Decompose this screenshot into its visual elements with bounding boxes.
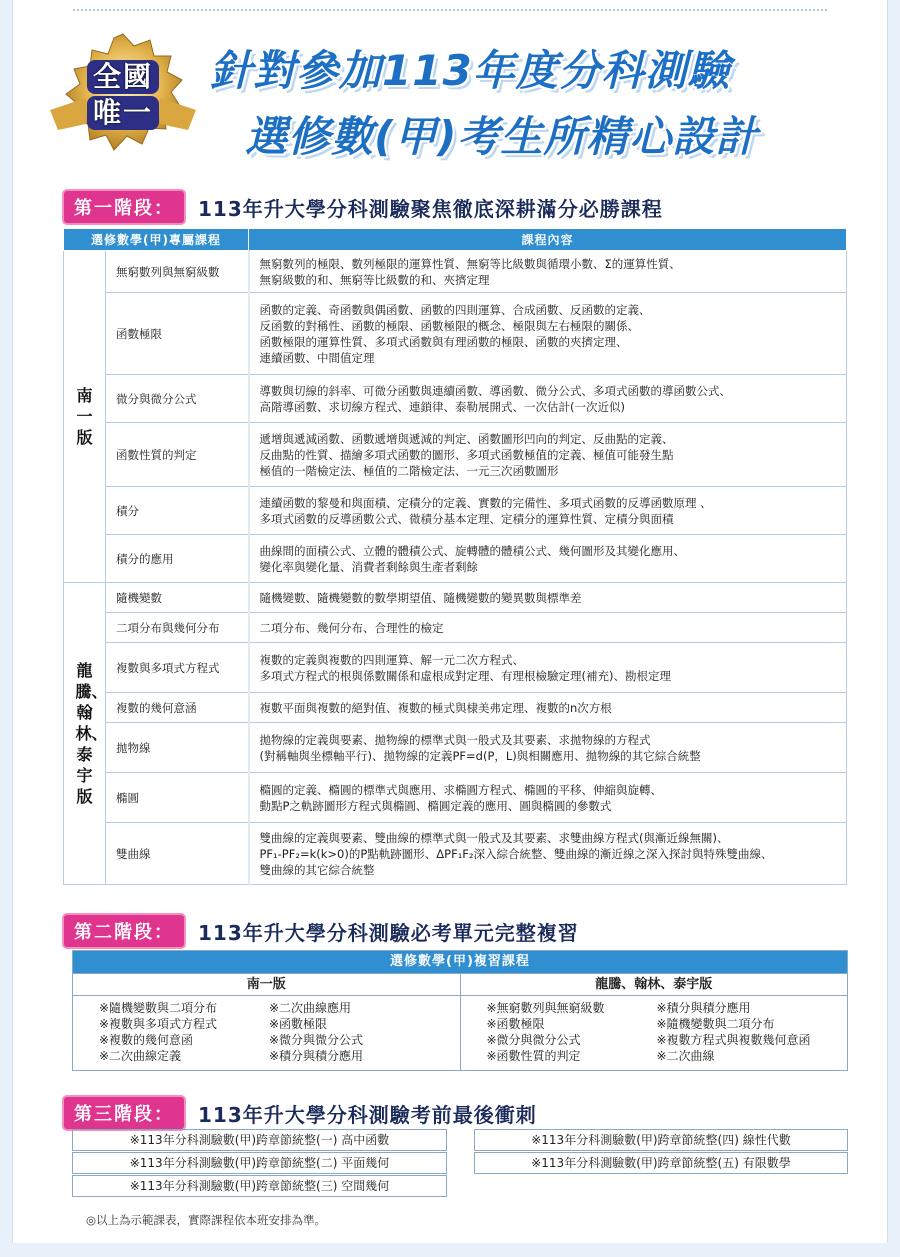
table-header-courses: 選修數學(甲)專屬課程: [64, 229, 249, 251]
version-label-text: 南一版: [76, 386, 93, 447]
stage2-tag: 第二階段：: [62, 913, 186, 949]
table-row: [64, 693, 847, 723]
unit-name: 積分: [106, 487, 249, 535]
review-item: ※二次曲線定義: [99, 1049, 182, 1063]
sprint-item: ※113年分科測驗數(甲)跨章節統整(五) 有限數學: [474, 1152, 848, 1174]
headline-line1: 針對參加113年度分科測驗: [210, 46, 731, 95]
table-row: [64, 583, 847, 613]
table-header-content: 課程內容: [249, 229, 847, 251]
content-line: 極值的一階檢定法、極值的二階檢定法、一元三次函數圖形: [259, 463, 559, 478]
unit-content: [249, 251, 847, 293]
unit-name: 拋物線: [106, 723, 249, 773]
unit-name: 二項分布與幾何分布: [106, 613, 249, 643]
stage3-heading: [62, 1095, 537, 1131]
table-row: [64, 723, 847, 773]
stage3-tag: 第三階段：: [62, 1095, 186, 1131]
table-row: [64, 613, 847, 643]
unit-name: 函數性質的判定: [106, 423, 249, 487]
review-item: ※函數極限: [269, 1017, 328, 1031]
table-row: [64, 773, 847, 823]
content-line: 拋物線的定義與要素、拋物線的標準式與一般式及其要素、求拋物線的方程式: [259, 732, 651, 747]
unit-name: 隨機變數: [106, 583, 249, 613]
review-item: ※微分與微分公式: [269, 1033, 364, 1047]
review-list-right-b: [657, 1000, 827, 1064]
unit-name: 複數的幾何意涵: [106, 693, 249, 723]
table-row: [64, 251, 847, 293]
review-table: [72, 950, 848, 1071]
unit-content: [249, 487, 847, 535]
badge-line1: 全國: [87, 60, 159, 94]
content-line: 隨機變數、隨機變數的數學期望值、隨機變數的變異數與標準差: [259, 590, 582, 605]
sprint-item: ※113年分科測驗數(甲)跨章節統整(二) 平面幾何: [72, 1152, 447, 1174]
stage2-heading: [62, 913, 579, 949]
table-row: [64, 375, 847, 423]
stage2-title: 113年升大學分科測驗必考單元完整複習: [198, 920, 579, 945]
sprint-item: ※113年分科測驗數(甲)跨章節統整(一) 高中函數: [72, 1129, 447, 1151]
review-item: ※函數性質的判定: [486, 1049, 581, 1063]
headline-line2: 選修數(甲)考生所精心設計: [245, 112, 759, 161]
content-line: 反曲點的性質、描繪多項式函數的圖形、多項式函數極值的定義、極值可能發生點: [259, 447, 674, 462]
course-table: [63, 228, 847, 885]
version-label: [64, 251, 106, 583]
stage1-title: 113年升大學分科測驗聚焦徹底深耕滿分必勝課程: [198, 196, 663, 221]
content-line: 函數極限的運算性質、多項式函數與有理函數的極限、函數的夾擠定理、: [259, 334, 628, 349]
content-line: 函數的定義、奇函數與偶函數、函數的四則運算、合成函數、反函數的定義、: [259, 302, 651, 317]
unit-name: 複數與多項式方程式: [106, 643, 249, 693]
review-col-left: 南一版: [73, 974, 461, 996]
unit-name: 雙曲線: [106, 823, 249, 885]
stage1-heading: [62, 189, 663, 225]
review-list-left-b: [269, 1000, 439, 1064]
content-line: 二項分布、幾何分布、合理性的檢定: [259, 620, 444, 635]
unit-content: [249, 535, 847, 583]
version-label-text: 龍騰、翰林、泰宇版: [75, 661, 108, 806]
unit-name: 橢圓: [106, 773, 249, 823]
content-line: 無窮數列的極限、數列極限的運算性質、無窮等比級數與循環小數、Σ的運算性質、: [259, 256, 681, 271]
review-item: ※複數與多項式方程式: [99, 1017, 218, 1031]
unit-content: [249, 823, 847, 885]
badge: [50, 32, 196, 158]
unit-content: [249, 723, 847, 773]
content-line: 複數的定義與複數的四則運算、解一元二次方程式、: [259, 652, 524, 667]
review-list-left-a: [99, 1000, 269, 1064]
table-row: [64, 423, 847, 487]
stage3-title: 113年升大學分科測驗考前最後衝刺: [198, 1102, 537, 1127]
review-item: ※微分與微分公式: [486, 1033, 581, 1047]
content-line: 多項式函數的反導函數公式、微積分基本定理、定積分的運算性質、定積分與面積: [259, 511, 674, 526]
stage1-tag: 第一階段：: [62, 189, 186, 225]
unit-content: [249, 583, 847, 613]
table-row: [64, 487, 847, 535]
content-line: PF₁-PF₂=k(k>0)的P點軌跡圖形、ΔPF₁F₂深入綜合統整、雙曲線的漸近線之深入探討與特殊雙曲線、: [259, 846, 773, 861]
unit-content: [249, 423, 847, 487]
review-item: ※二次曲線應用: [269, 1001, 352, 1015]
unit-content: [249, 643, 847, 693]
content-line: 連續函數、中間值定理: [259, 350, 375, 365]
content-line: 曲線間的面積公式、立體的體積公式、旋轉體的體積公式、幾何圖形及其變化應用、: [259, 543, 685, 558]
review-item: ※無窮數列與無窮級數: [486, 1001, 605, 1015]
content-line: 雙曲線的其它綜合統整: [259, 862, 375, 877]
badge-line2: 唯一: [87, 96, 159, 130]
review-item: ※隨機變數與二項分布: [99, 1001, 218, 1015]
unit-name: 無窮數列與無窮級數: [106, 251, 249, 293]
content-line: 無窮級數的和、無窮等比級數的和、夾擠定理: [259, 272, 490, 287]
review-item: ※複數方程式與複數幾何意函: [656, 1033, 811, 1047]
table-row: [64, 643, 847, 693]
version-label: [64, 583, 106, 885]
unit-content: [249, 293, 847, 375]
divider: [73, 9, 827, 11]
content-line: 導數與切線的斜率、可微分函數與連續函數、導函數、微分公式、多項式函數的導函數公式、: [259, 383, 731, 398]
sprint-item: ※113年分科測驗數(甲)跨章節統整(四) 線性代數: [474, 1129, 848, 1151]
unit-name: 函數極限: [106, 293, 249, 375]
content-line: (對稱軸與坐標軸平行)、拋物線的定義PF=d(P，L)與相關應用、拋物線的其它綜合統整: [259, 748, 701, 763]
unit-name: 積分的應用: [106, 535, 249, 583]
content-line: 高階導函數、求切線方程式、連鎖律、泰勒展開式、一次估計(一次近似): [259, 399, 625, 414]
unit-content: [249, 693, 847, 723]
content-line: 遞增與遞減函數、函數遞增與遞減的判定、函數圖形凹向的判定、反曲點的定義、: [259, 431, 674, 446]
table-row: [64, 535, 847, 583]
content-line: 動點P之軌跡圖形方程式與橢圓、橢圓定義的應用、圓與橢圓的參數式: [259, 798, 612, 813]
content-line: 多項式方程式的根與係數關係和虛根成對定理、有理根檢驗定理(補充)、勘根定理: [259, 668, 671, 683]
content-line: 連續函數的黎曼和與面積、定積分的定義、實數的完備性、多項式函數的反導函數原理 、: [259, 495, 712, 510]
review-col-right: 龍騰、翰林、泰宇版: [461, 974, 848, 996]
table-row: [64, 823, 847, 885]
review-item: ※函數極限: [486, 1017, 545, 1031]
review-item: ※積分與積分應用: [269, 1049, 364, 1063]
unit-content: [249, 375, 847, 423]
unit-content: [249, 613, 847, 643]
review-list-right-a: [487, 1000, 657, 1064]
content-line: 雙曲線的定義與要素、雙曲線的標準式與一般式及其要素、求雙曲線方程式(與漸近線無關)、: [259, 830, 729, 845]
footnote: ◎以上為示範課表，實際課程依本班安排為準。: [86, 1213, 327, 1227]
content-line: 變化率與變化量、消費者剩餘與生產者剩餘: [259, 559, 478, 574]
table-row: [64, 293, 847, 375]
sprint-item: ※113年分科測驗數(甲)跨章節統整(三) 空間幾何: [72, 1175, 447, 1197]
content-line: 橢圓的定義、橢圓的標準式與應用、求橢圓方程式、橢圓的平移、伸縮與旋轉、: [259, 782, 662, 797]
content-line: 反函數的對稱性、函數的極限、函數極限的概念、極限與左右極限的關係、: [259, 318, 639, 333]
unit-name: 微分與微分公式: [106, 375, 249, 423]
review-item: ※隨機變數與二項分布: [656, 1017, 775, 1031]
review-table-header: 選修數學(甲)複習課程: [73, 951, 847, 973]
review-item: ※二次曲線: [656, 1049, 715, 1063]
review-item: ※複數的幾何意函: [99, 1033, 194, 1047]
content-line: 複數平面與複數的絕對值、複數的極式與棣美弗定理、複數的n次方根: [259, 700, 612, 715]
review-item: ※積分與積分應用: [656, 1001, 751, 1015]
unit-content: [249, 773, 847, 823]
